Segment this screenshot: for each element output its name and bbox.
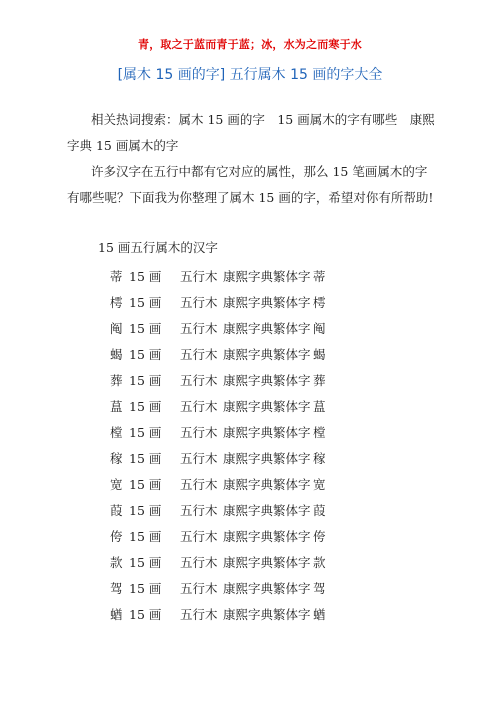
list-item-strokes: 15 画 [129,399,162,414]
list-item-trad: 蒂 [313,269,326,284]
list-item [110,316,326,342]
list-item-element: 五行木 [180,503,218,518]
list-item-strokes: 15 画 [129,607,162,622]
list-item-element: 五行木 [180,581,218,596]
list-item [110,290,326,316]
list-item [110,368,326,394]
list-item-type: 康熙字典繁体字 [223,269,311,284]
list-item [110,498,326,524]
list-item-trad: 樘 [313,425,326,440]
hot-search-paragraph: 相关热词搜索：属木 15 画的字 15 画属木的字有哪些 康熙字典 15 画属木的字 [67,112,435,153]
list-item-trad: 侉 [313,529,326,544]
list-item-type: 康熙字典繁体字 [223,425,311,440]
list-item-char: 蒂 [110,269,123,284]
list-item-strokes: 15 画 [129,477,162,492]
list-item-char: 阄 [110,321,123,336]
list-item-trad: 葭 [313,503,326,518]
list-item-char: 侉 [110,529,123,544]
intro-paragraph: 许多汉字在五行中都有它对应的属性，那么 15 笔画属木的字有哪些呢？下面我为你整理了属木 15 画的字，希望对你有所帮助! [67,164,434,205]
section-title: 15 画五行属木的汉字 [98,240,218,255]
list-item-trad: 蒀 [313,399,326,414]
list-item-char: 蝤 [110,607,123,622]
list-item-element: 五行木 [180,451,218,466]
list-item [110,394,326,420]
list-item [110,550,326,576]
list-item [110,524,326,550]
list-item-type: 康熙字典繁体字 [223,581,311,596]
list-item-trad: 宽 [313,477,326,492]
list-item-element: 五行木 [180,295,218,310]
page-title: [属木 15 画的字] 五行属木 15 画的字大全 [117,67,383,83]
list-item-type: 康熙字典繁体字 [223,347,311,362]
list-item-trad: 驾 [313,581,326,596]
list-item-element: 五行木 [180,529,218,544]
list-item-char: 蝎 [110,347,123,362]
list-item-type: 康熙字典繁体字 [223,321,311,336]
list-item-strokes: 15 画 [129,503,162,518]
list-item-trad: 款 [313,555,326,570]
list-item-trad: 蝤 [313,607,326,622]
list-item-element: 五行木 [180,373,218,388]
list-item-type: 康熙字典繁体字 [223,503,311,518]
list-item-char: 款 [110,555,123,570]
list-item-strokes: 15 画 [129,295,162,310]
list-item [110,446,326,472]
list-item-strokes: 15 画 [129,451,162,466]
list-item [110,602,326,628]
list-item-strokes: 15 画 [129,555,162,570]
list-item [110,342,326,368]
list-item-strokes: 15 画 [129,269,162,284]
list-item-char: 宽 [110,477,123,492]
list-item [110,420,326,446]
list-item-type: 康熙字典繁体字 [223,373,311,388]
list-item-type: 康熙字典繁体字 [223,607,311,622]
list-item-strokes: 15 画 [129,529,162,544]
list-item-strokes: 15 画 [129,321,162,336]
list-item-char: 樗 [110,295,123,310]
list-item-type: 康熙字典繁体字 [223,529,311,544]
list-item-strokes: 15 画 [129,347,162,362]
list-item-type: 康熙字典繁体字 [223,295,311,310]
list-item-strokes: 15 画 [129,425,162,440]
list-item-type: 康熙字典繁体字 [223,451,311,466]
list-item-element: 五行木 [180,555,218,570]
list-item-type: 康熙字典繁体字 [223,555,311,570]
list-item-trad: 稼 [313,451,326,466]
list-item-element: 五行木 [180,269,218,284]
list-item-trad: 蝎 [313,347,326,362]
list-item-char: 蒀 [110,399,123,414]
list-item-element: 五行木 [180,399,218,414]
list-item-element: 五行木 [180,607,218,622]
list-item-char: 驾 [110,581,123,596]
list-item [110,264,326,290]
list-item-type: 康熙字典繁体字 [223,399,311,414]
list-item-element: 五行木 [180,321,218,336]
list-item-char: 葭 [110,503,123,518]
list-item-trad: 葬 [313,373,326,388]
header-motto: 青，取之于蓝而青于蓝；冰，水为之而寒于水 [138,38,362,51]
list-item-trad: 阄 [313,321,326,336]
list-item [110,576,326,602]
list-item-char: 樘 [110,425,123,440]
list-item-trad: 樗 [313,295,326,310]
list-item-element: 五行木 [180,347,218,362]
list-item-type: 康熙字典繁体字 [223,477,311,492]
character-list [110,264,326,628]
list-item-element: 五行木 [180,425,218,440]
list-item-element: 五行木 [180,477,218,492]
list-item-char: 葬 [110,373,123,388]
list-item-strokes: 15 画 [129,373,162,388]
list-item [110,472,326,498]
list-item-strokes: 15 画 [129,581,162,596]
list-item-char: 稼 [110,451,123,466]
